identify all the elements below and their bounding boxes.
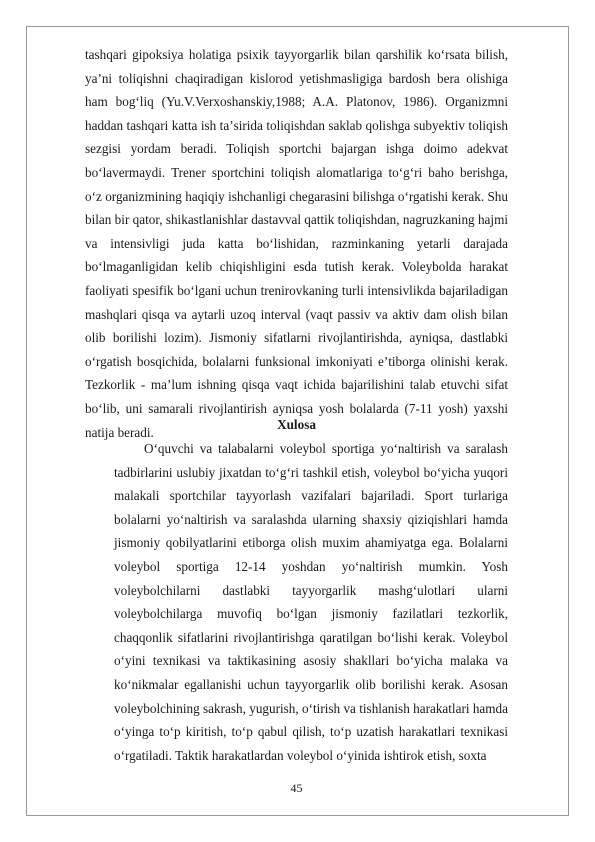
body-paragraph-conclusion: Oʻquvchi va talabalarni voleybol sportiga yoʻnaltirish va saralash tadbirlarini uslubiy jixatdan toʻgʻri tashkil etish, voleybol boʻyicha yuqori malakali sportchilar tayyorlash vazifalari bajariladi. Sport turlariga bolalarni yoʻnaltirish va saralashda ularning shaxsiy qiziqishlari hamda jismoniy qobilyatlarini etiborga olish muxim ahamiyatga ega. Bolalarni voleybol sportiga 12-14 yoshdan yoʻnaltirish mumkin. Yosh voleybolchilarni dastlabki tayyorgarlik mashgʻulotlari ularni voleybolchilarga muvofiq boʻlgan jismoniy fazilatlari tezkorlik, chaqqonlik sifatlarini rivojlantirishga qaratilgan boʻlishi kerak. Voleybol oʻyini texnikasi va taktikasining asosiy shakllari boʻyicha malaka va koʻnikmalar egallanishi uchun tayyorgarlik olib borilishi kerak. Asosan voleybolchining sakrash, yugurish, oʻtirish va tishlanish harakatlari hamda oʻyinga toʻp kiritish, toʻp qabul qilish, toʻp uzatish harakatlari texnikasi oʻrgatiladi. Taktik harakatlardan voleybol oʻyinida ishtirok etish, soxta xyxy=(114,441,508,763)
page-number: 45 xyxy=(290,781,303,795)
section-heading: Xulosa xyxy=(277,417,316,432)
body-paragraph-intro: tashqari gipoksiya holatiga psixik tayyorgarlik bilan qarshilik koʻrsata bilish, yaʼni toliqishni chaqiradigan kislorod yetishmasligiga bardosh bera olishiga ham bogʻliq (Yu.V.Verxoshanskiy,1988; A.A. Platonov, 1986). Organizmni haddan tashqari katta ish taʼsirida toliqishdan saklab qolishga subyektiv toliqish sezgisi yordam beradi. Toliqish sportchi bajargan ishga doimo adekvat boʻlavermaydi. Trener sportchini toliqish alomatlariga toʻgʻri baho berishga, oʻz organizmining haqiqiy ishchanligi chegarasini bilishga oʻrgatishi kerak. Shu bilan bir qator, shikastlanishlar dastavval qattik toliqishdan, nagruzkaning hajmi va intensivligi juda katta boʻlishidan, razminkaning yetarli darajada boʻlmaganligidan kelib chiqishligini esda tutish kerak. Voleybolda harakat faoliyati spesifik boʻlgani uchun trenirovkaning turli intensivlikda bajariladigan mashqlari qisqa va aytarli uzoq interval (vaqt passiv va aktiv dam olish bilan olib borilishi lozim). Jismoniy sifatlarni rivojlantirishda, ayniqsa, dastlabki oʻrgatish bosqichida, bolalarni funksional imkoniyati eʼtiborga olinishi kerak. Tezkorlik - maʼlum ishning qisqa vaqt ichida bajarilishini talab etuvchi sifat boʻlib, uni samarali rivojlantirish ayniqsa yosh bolalarda (7-11 yosh) yaxshi natija beradi. xyxy=(85,47,508,440)
